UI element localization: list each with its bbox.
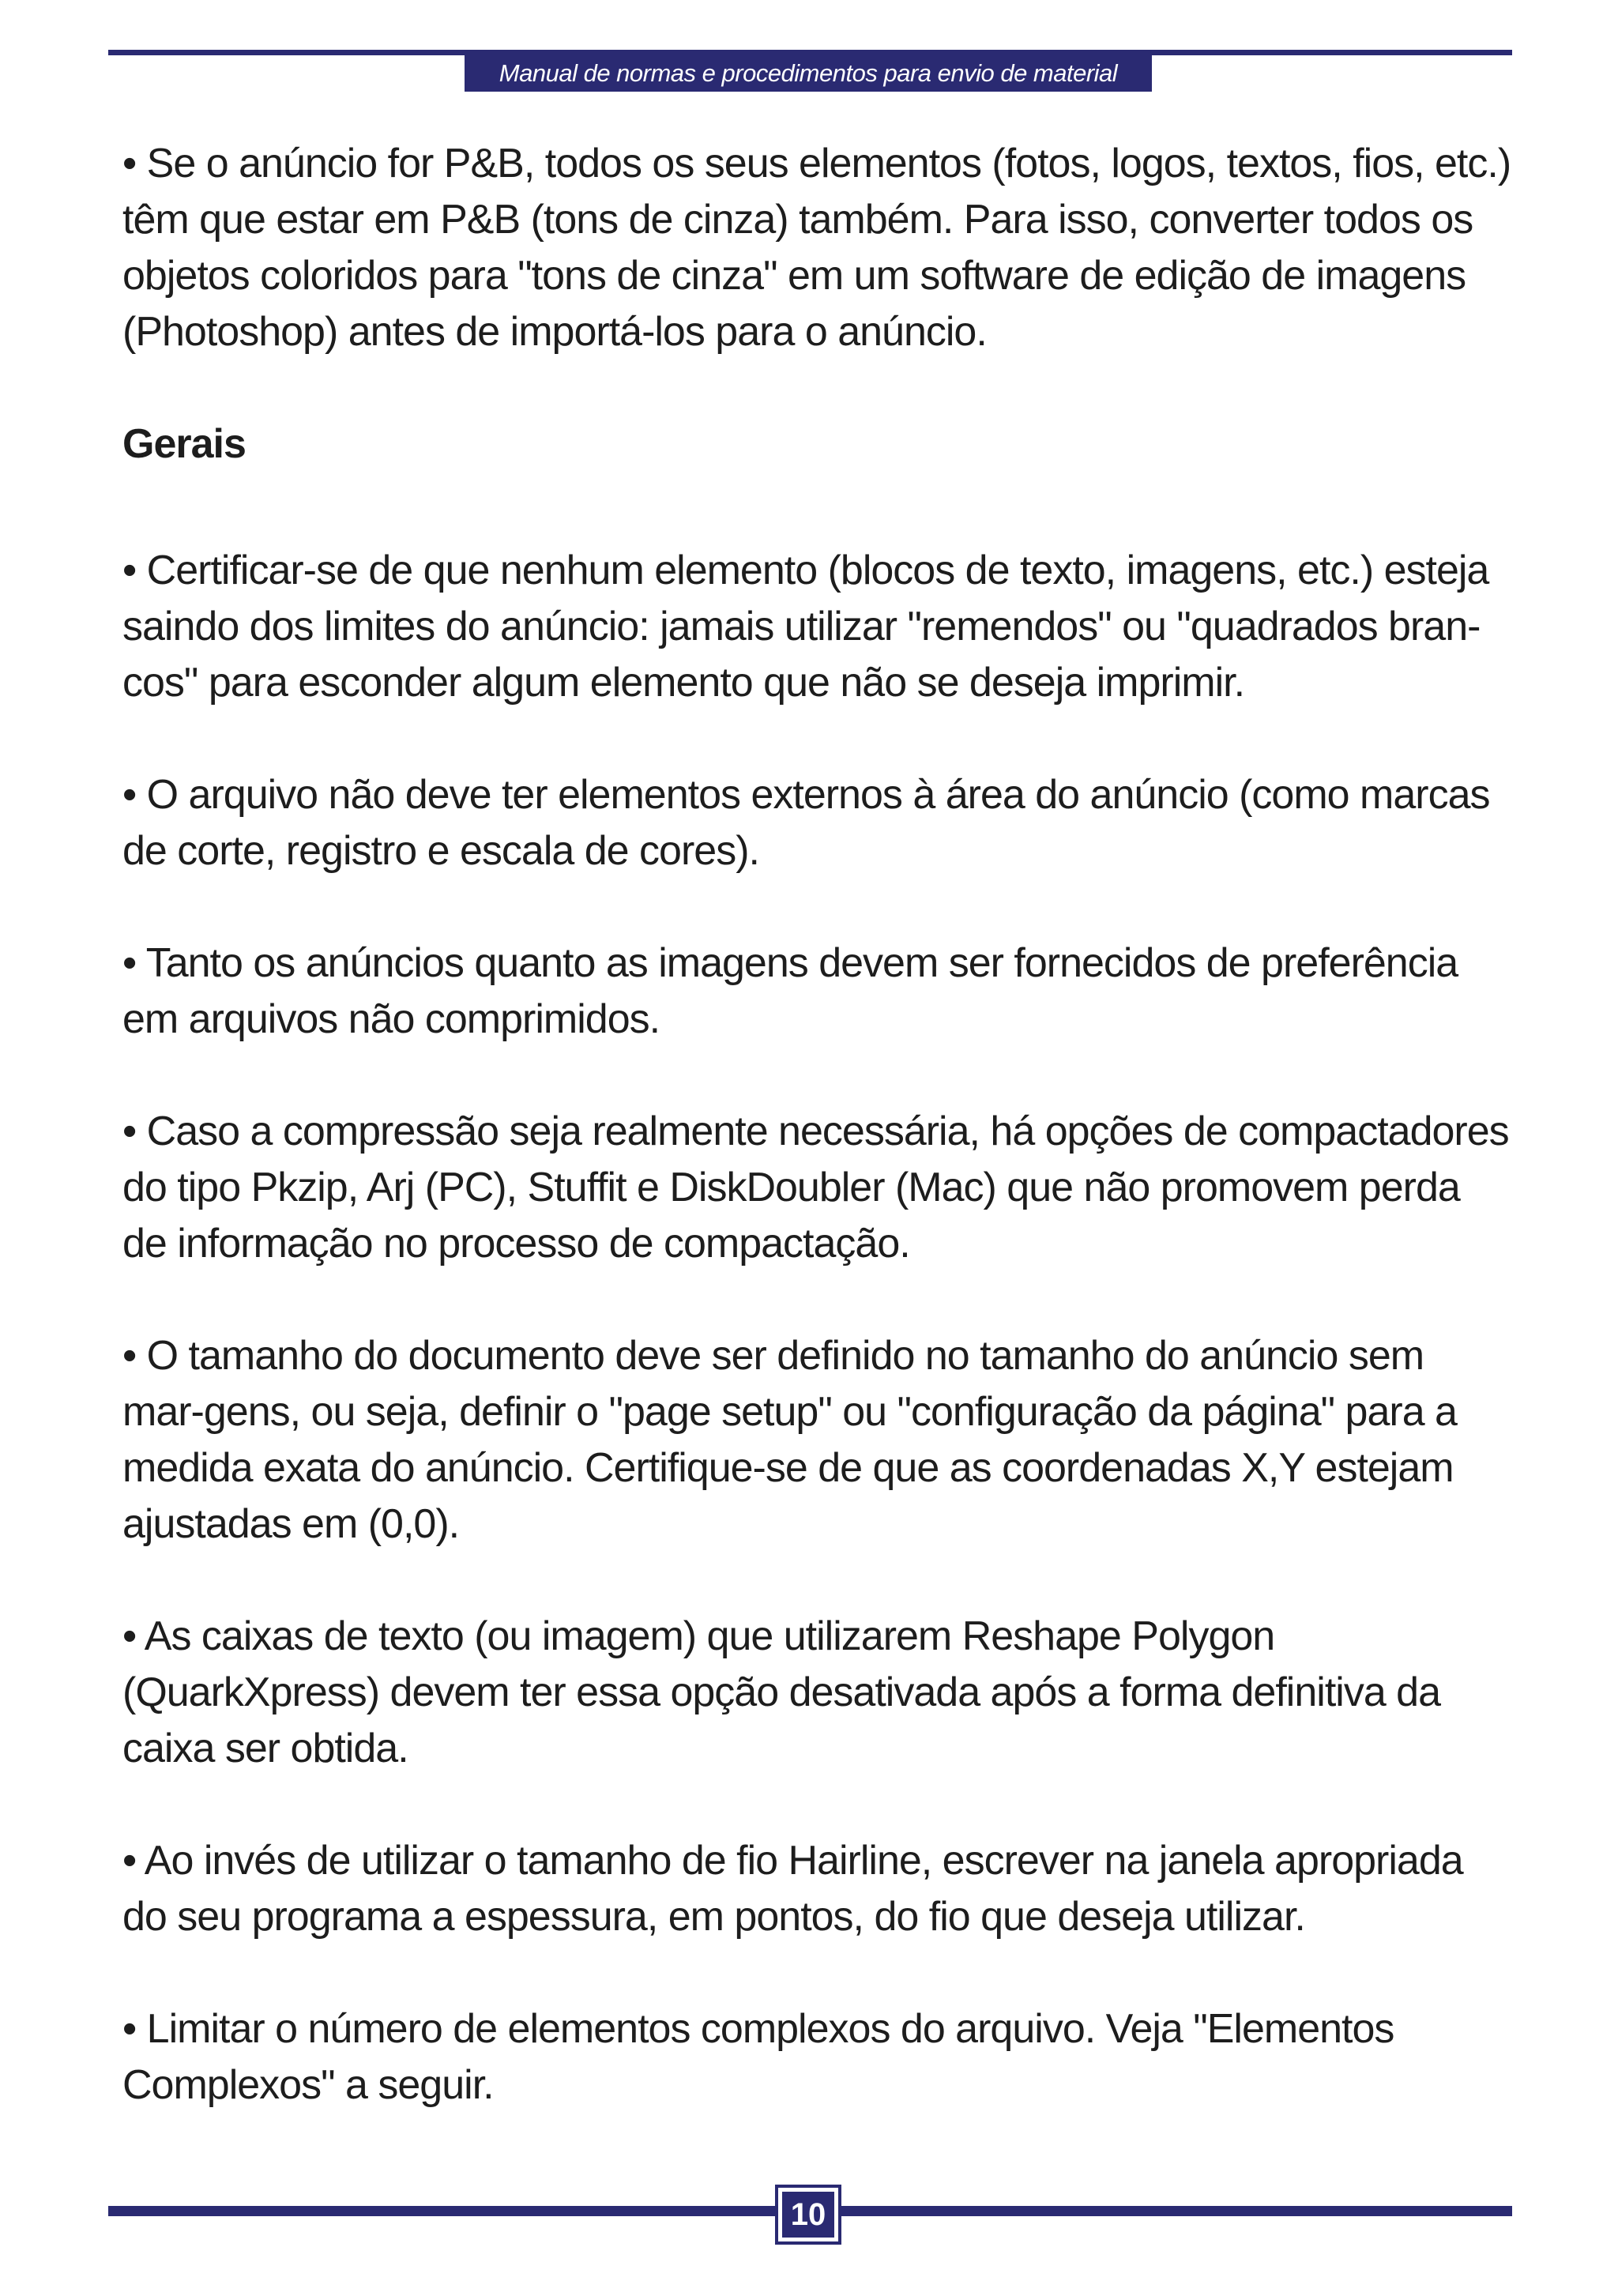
bullet-item-7: • Ao invés de utilizar o tamanho de fio Hairline, escrever na janela apropriada do seu programa a espessura, em pontos, do fio que deseja utilizar.	[122, 1838, 1463, 1940]
page-number: 10	[782, 2192, 834, 2238]
bullet-item-8: • Limitar o número de elementos complexos do arquivo. Veja "Elementos Complexos" a seguir.	[122, 2006, 1394, 2108]
bullet-item-6: • As caixas de texto (ou imagem) que utilizarem Reshape Polygon (QuarkXpress) devem ter essa opção desativada após a forma definitiva da caixa ser obtida.	[122, 1613, 1441, 1771]
bullet-item-5: • O tamanho do documento deve ser definido no tamanho do anúncio sem mar-gens, ou seja, definir o "page setup" ou "configuração da página" para a medida exata do anúncio. Certifique-se de que as coordenadas X,Y estejam ajustadas em (0,0).	[122, 1333, 1457, 1547]
bullet-item-4: • Caso a compressão seja realmente necessária, há opções de compactadores do tipo Pkzip, Arj (PC), Stuffit e DiskDoubler (Mac) que não promovem perda de informação no processo de compactação.	[122, 1108, 1509, 1267]
page-number-box	[775, 2185, 841, 2245]
intro-bullet: • Se o anúncio for P&B, todos os seus elementos (fotos, logos, textos, fios, etc.) têm que estar em P&B (tons de cinza) também. Para isso, converter todos os objetos coloridos para "tons de cinza" em um software de edição de imagens (Photoshop) antes de importá-los para o anúncio.	[122, 141, 1511, 355]
bullet-item-1: • Certificar-se de que nenhum elemento (blocos de texto, imagens, etc.) esteja saindo dos limites do anúncio: jamais utilizar "remendos" ou "quadrados bran-cos" para esconder algum elemento que não se deseja imprimir.	[122, 548, 1489, 706]
section-heading: Gerais	[122, 421, 246, 467]
bullet-item-3: • Tanto os anúncios quanto as imagens devem ser fornecidos de preferência em arquivos não comprimidos.	[122, 940, 1458, 1042]
bullet-item-2: • O arquivo não deve ter elementos externos à área do anúncio (como marcas de corte, registro e escala de cores).	[122, 772, 1490, 874]
document-header-title: Manual de normas e procedimentos para envio de material	[465, 55, 1152, 92]
header-rule	[108, 50, 1512, 55]
page-content	[122, 136, 1513, 2113]
